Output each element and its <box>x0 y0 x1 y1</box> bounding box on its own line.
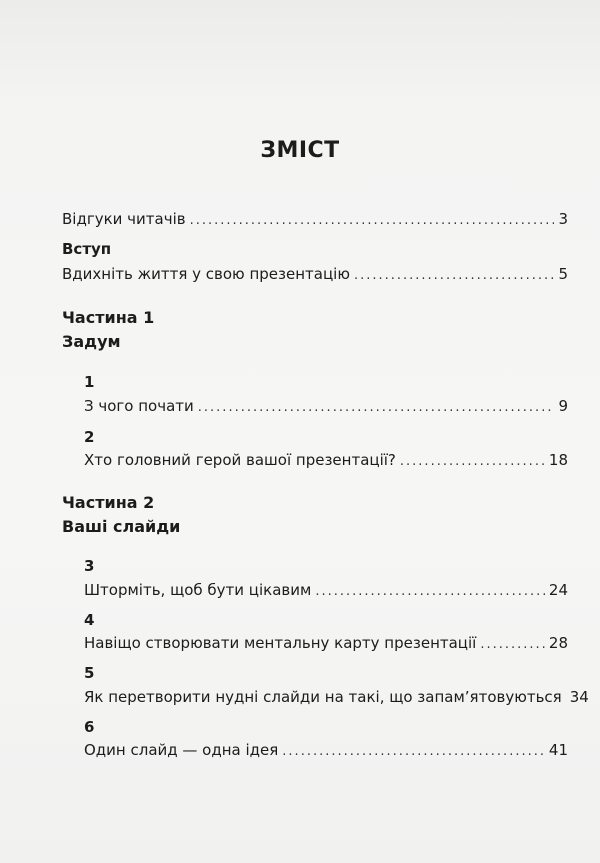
part-label: Частина 2 <box>62 493 155 512</box>
toc-entry-label: Як перетворити нудні слайди на такі, що запам’ятовуються <box>84 688 562 706</box>
toc-entry-label: З чого почати <box>84 397 194 415</box>
chapter-number: 1 <box>84 373 95 391</box>
dot-leader <box>354 268 555 283</box>
toc-entry-chapter-6 <box>84 741 568 759</box>
toc-page-number: 34 <box>569 688 589 706</box>
toc-page-number: 24 <box>548 581 568 599</box>
dot-leader <box>315 584 545 599</box>
page-title: ЗМІСТ <box>260 138 340 163</box>
toc-entry-label: Один слайд — одна ідея <box>84 741 279 759</box>
section-heading-intro: Вступ <box>62 240 112 258</box>
toc-entry-chapter-4 <box>84 634 568 652</box>
toc-entry-chapter-3 <box>84 581 568 599</box>
dot-leader <box>190 213 555 228</box>
dot-leader <box>400 454 545 469</box>
toc-entry-intro <box>62 265 568 283</box>
toc-page-number: 5 <box>558 265 568 283</box>
chapter-number: 3 <box>84 557 95 575</box>
toc-page-number: 18 <box>548 451 568 469</box>
toc-page-number: 9 <box>558 397 568 415</box>
toc-page-number: 3 <box>558 210 568 228</box>
chapter-number: 6 <box>84 718 95 736</box>
part-label: Частина 1 <box>62 308 155 327</box>
toc-entry-label: Вдихніть життя у свою презентацію <box>62 265 350 283</box>
dot-leader <box>282 744 545 759</box>
dot-leader <box>480 637 545 652</box>
toc-entry-label: Хто головний герой вашої презентації? <box>84 451 396 469</box>
dot-leader <box>198 400 555 415</box>
chapter-number: 5 <box>84 664 95 682</box>
chapter-number: 2 <box>84 428 95 446</box>
part-title: Ваші слайди <box>62 517 181 536</box>
part-title: Задум <box>62 332 121 351</box>
chapter-number: 4 <box>84 611 95 629</box>
toc-entry-label: Відгуки читачів <box>62 210 186 228</box>
toc-entry-chapter-2 <box>84 451 568 469</box>
toc-entry-chapter-1 <box>84 397 568 415</box>
toc-entry-label: Шторміть, щоб бути цікавим <box>84 581 312 599</box>
toc-entry-label: Навіщо створювати ментальну карту презентації <box>84 634 477 652</box>
toc-page-number: 28 <box>548 634 568 652</box>
toc-entry-reviews <box>62 210 568 228</box>
toc-page-number: 41 <box>548 741 568 759</box>
toc-entry-chapter-5 <box>84 688 589 706</box>
